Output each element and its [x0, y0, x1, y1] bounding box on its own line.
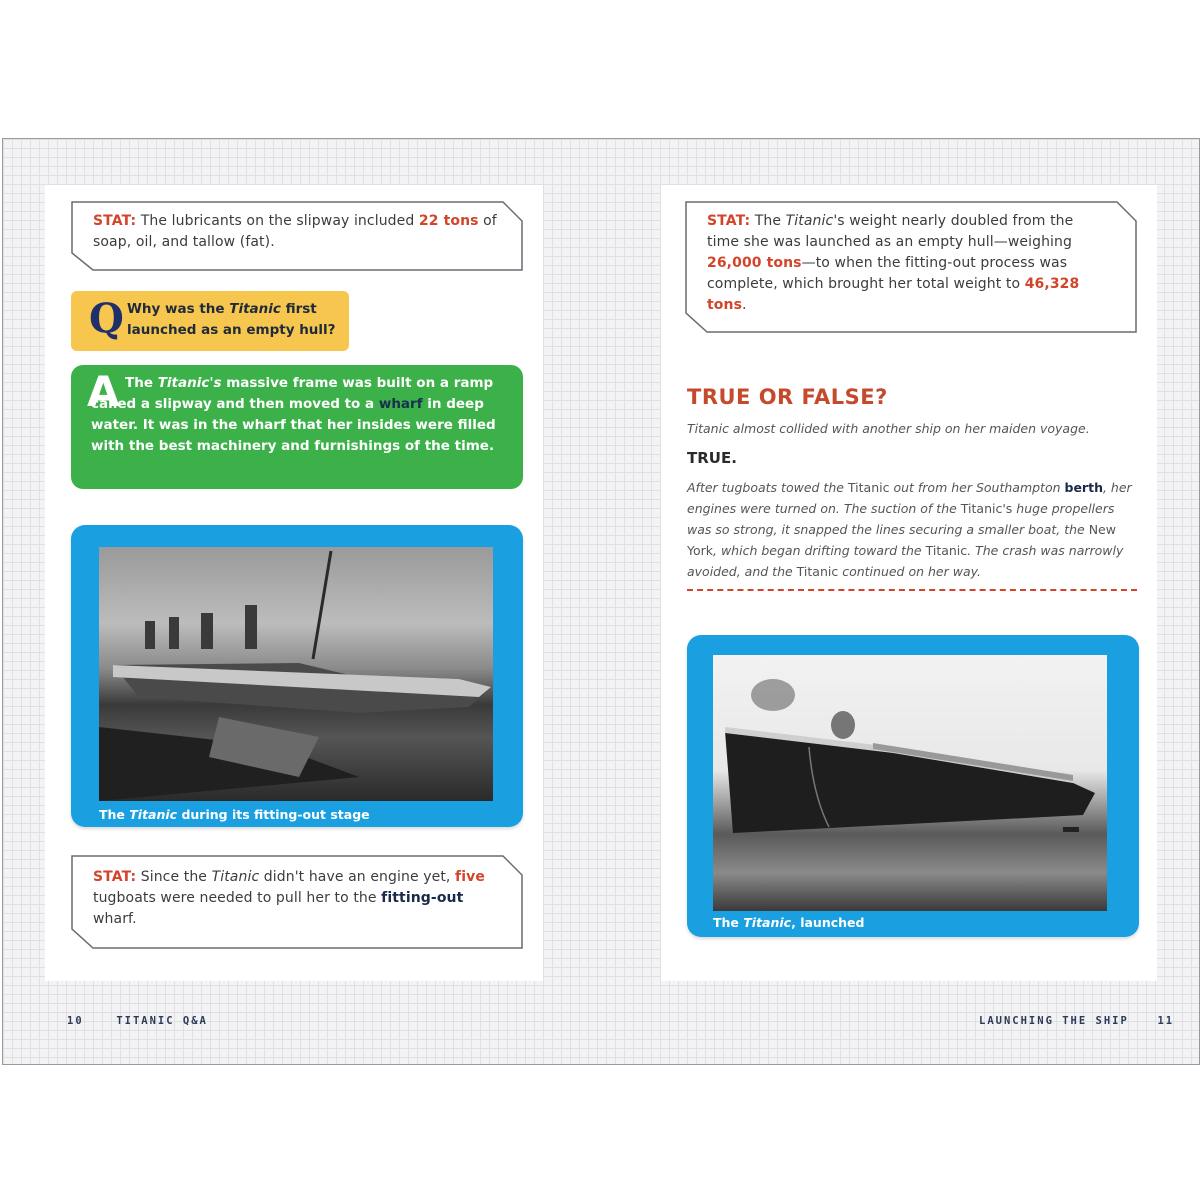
stat-text: [93, 211, 513, 253]
stat-text-part: The lubricants on the slipway included: [136, 213, 419, 229]
stat-box-tugboats: [71, 855, 523, 949]
question-text-part: Why was the: [127, 301, 230, 317]
answer-text-part: The: [125, 375, 158, 391]
caption-part: during its fitting-out stage: [177, 807, 370, 822]
caption-part: The: [713, 915, 744, 930]
running-title-left: TITANIC Q&A: [116, 1015, 208, 1027]
caption-italic: Titanic: [743, 915, 792, 930]
caption-part: , launched: [791, 915, 865, 930]
question-italic: Titanic: [229, 301, 281, 317]
question-text-part: first launched as an empty hull?: [127, 301, 336, 338]
stat-highlight: 26,000 tons: [707, 255, 802, 271]
page-number-left: 10: [67, 1015, 84, 1027]
stat-text-part: didn't have an engine yet,: [259, 869, 456, 885]
expl-part: After tugboats towed the: [687, 480, 848, 495]
right-page: [661, 185, 1157, 981]
caption-italic: Titanic: [129, 807, 178, 822]
stat-label: STAT:: [93, 869, 137, 885]
expl-part: New York: [687, 522, 1116, 558]
book-spread: [2, 138, 1200, 1065]
stat-text-part: tugboats were needed to pull her to the: [93, 890, 382, 906]
true-or-false-explanation: [687, 477, 1139, 582]
expl-part: , which began drifting toward the: [713, 543, 926, 558]
stat-text: [93, 867, 503, 930]
stat-text-part: .: [742, 297, 747, 313]
stat-text-part: 's weight nearly doubled from the time she was launched as an empty hull—weighing: [707, 213, 1074, 250]
stat-highlight: 22 tons: [418, 213, 479, 229]
expl-part: out from her Southampton: [889, 480, 1065, 495]
expl-part: , her engines were turned on. The suction of the: [687, 480, 1132, 516]
stat-box-weight: [685, 201, 1137, 333]
dashed-divider: [687, 589, 1137, 591]
answer-italic: Titanic's: [157, 375, 222, 391]
stat-label: STAT:: [707, 213, 751, 229]
expl-part: Titanic: [925, 543, 968, 558]
answer-text-part: massive frame was built on a ramp called a slipway and then moved to a: [91, 375, 494, 412]
expl-part: Titanic's: [960, 501, 1013, 516]
stat-text-part: The: [750, 213, 786, 229]
expl-part: Titanic: [847, 480, 890, 495]
answer-text-part: in deep water. It was in the wharf that her insides were filled with the best machinery and furnishings of the time.: [91, 396, 496, 454]
expl-part: Titanic: [796, 564, 839, 579]
stat-text-part: Since the: [136, 869, 212, 885]
photo-frame-fitting-out: [71, 525, 523, 827]
expl-part: . The crash was narrowly avoided, and the: [687, 543, 1124, 579]
question-box: [71, 291, 349, 351]
glossary-term-berth[interactable]: berth: [1064, 480, 1103, 495]
stat-text: [707, 211, 1107, 316]
answer-text: [91, 373, 511, 457]
stat-highlight: five: [455, 869, 485, 885]
stat-text-part: —to when the fitting-out process was complete, which brought her total weight to: [707, 255, 1068, 292]
photo-titanic-fitting-out: [99, 547, 493, 801]
right-footer: [979, 1015, 1174, 1027]
expl-part: continued on her way.: [838, 564, 982, 579]
true-or-false-question: Titanic almost collided with another ship on her maiden voyage.: [687, 421, 1090, 436]
photo-frame-launched: [687, 635, 1139, 937]
photo-caption: [713, 915, 864, 930]
stat-highlight: 46,328 tons: [707, 276, 1080, 313]
ship-silhouette-icon: [713, 655, 1107, 911]
page-number-right: 11: [1157, 1015, 1175, 1027]
glossary-term-wharf[interactable]: wharf: [378, 396, 423, 412]
stat-text-part: of soap, oil, and tallow (fat).: [93, 213, 497, 250]
true-or-false-heading: TRUE OR FALSE?: [687, 385, 888, 409]
stat-label: STAT:: [93, 213, 137, 229]
question-text: [127, 299, 349, 341]
running-title-right: LAUNCHING THE SHIP: [979, 1015, 1129, 1027]
photo-caption: [99, 807, 370, 822]
stat-italic: Titanic: [211, 869, 260, 885]
true-or-false-answer: TRUE.: [687, 449, 737, 467]
answer-letter-icon: A: [87, 367, 120, 416]
stat-text-part: wharf.: [93, 911, 137, 927]
answer-box: [71, 365, 523, 489]
expl-part: huge propellers was so strong, it snapped the lines securing a smaller boat, the: [687, 501, 1115, 537]
glossary-term-fitting-out[interactable]: fitting-out: [381, 890, 464, 906]
stat-box-lubricants: [71, 201, 523, 271]
question-letter-icon: Q: [89, 295, 124, 342]
caption-part: The: [99, 807, 130, 822]
stat-italic: Titanic: [785, 213, 834, 229]
left-page: [45, 185, 543, 981]
ship-silhouette-icon: [99, 547, 493, 801]
photo-titanic-launched: [713, 655, 1107, 911]
left-footer: [67, 1015, 208, 1027]
